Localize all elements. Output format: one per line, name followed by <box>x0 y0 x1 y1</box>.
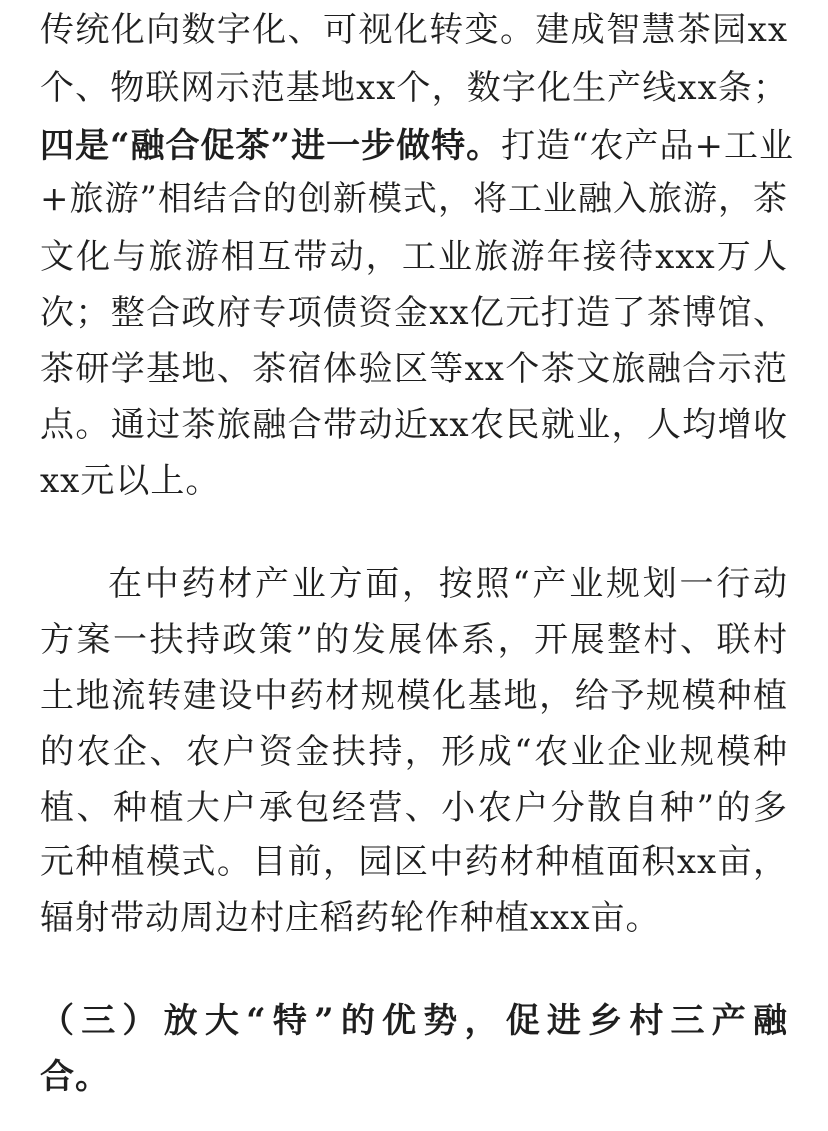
text-line: 文化与旅游相互带动，工业旅游年接待xxx万人 <box>40 237 788 277</box>
text-line: 辐射带动周边村庄稻药轮作种植xxx亩。 <box>40 898 661 938</box>
point-four-text: 打造“农产品+工业 <box>501 126 794 166</box>
text-line: 植、种植大户承包经营、小农户分散自种”的多 <box>40 788 788 828</box>
point-four-heading: 四是“融合促茶”进一步做特。 <box>40 126 502 166</box>
text-line: 元种植模式。目前，园区中药材种植面积xx亩， <box>40 842 788 882</box>
text-line: xx元以上。 <box>40 461 221 501</box>
text-line: 在中药材产业方面，按照“产业规划一行动 <box>108 564 788 604</box>
text-line: 的农企、农户资金扶持，形成“农业企业规模种 <box>40 732 788 772</box>
text-line: 方案一扶持政策”的发展体系，开展整村、联村 <box>40 620 788 660</box>
text-line-point-four <box>40 118 794 174</box>
text-line: 次；整合政府专项债资金xx亿元打造了茶博馆、 <box>40 293 788 333</box>
text-line: 茶研学基地、茶宿体验区等xx个茶文旅融合示范 <box>40 349 788 389</box>
section-heading-continued: 合。 <box>40 1057 110 1097</box>
section-heading: （三）放大“特”的优势，促进乡村三产融 <box>40 1001 788 1041</box>
text-line: 点。通过茶旅融合带动近xx农民就业，人均增收 <box>40 405 788 445</box>
text-line: 传统化向数字化、可视化转变。建成智慧茶园xx <box>40 10 788 50</box>
text-line: 个、物联网示范基地xx个，数字化生产线xx条； <box>40 68 788 108</box>
text-line: +旅游”相结合的创新模式，将工业融入旅游，茶 <box>40 179 788 219</box>
text-line: 土地流转建设中药材规模化基地，给予规模种植 <box>40 676 788 716</box>
